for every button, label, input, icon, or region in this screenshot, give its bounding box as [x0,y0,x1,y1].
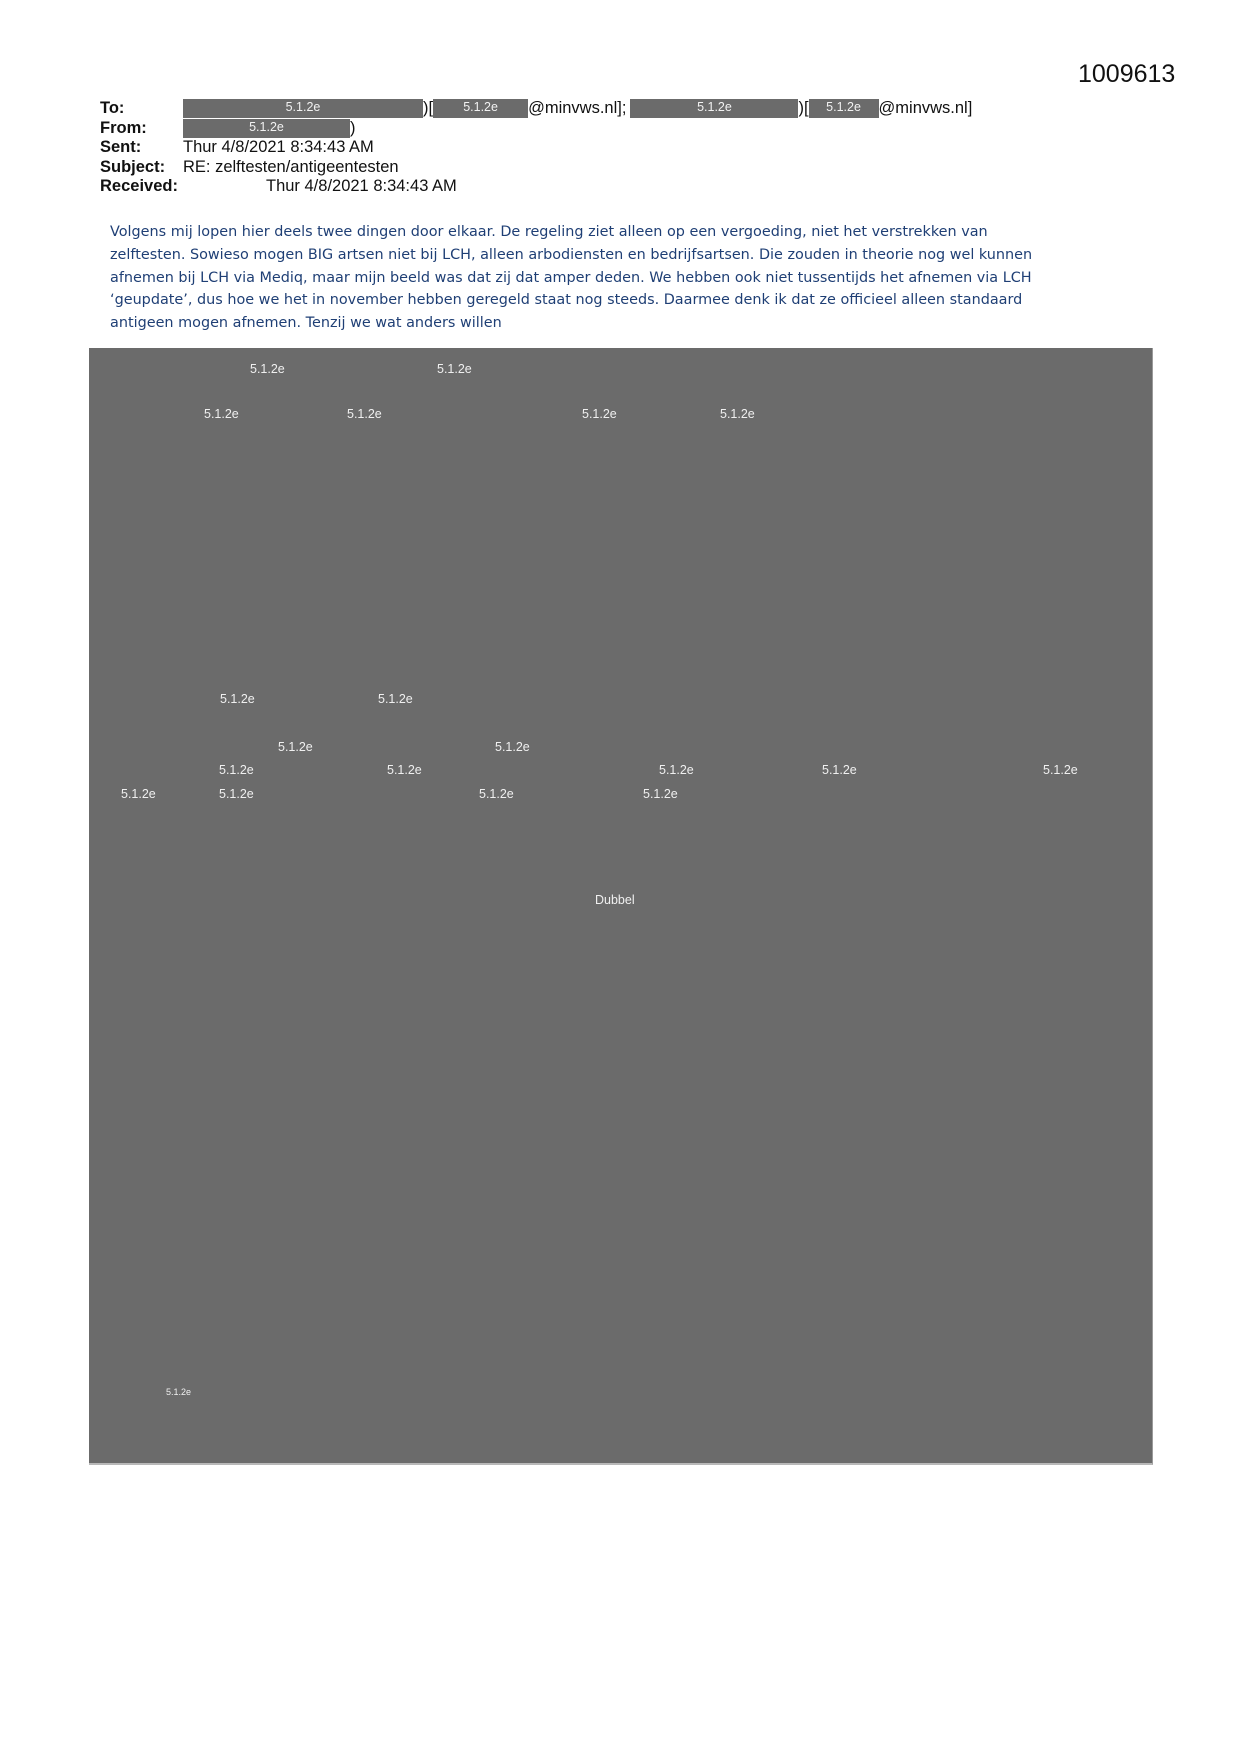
subject-value: RE: zelftesten/antigeentesten [183,157,399,176]
from-label: From: [100,118,147,137]
redaction-code-label: 5.1.2e [582,407,617,421]
redaction-box: 5.1.2e [183,99,423,118]
to-text: )[ [798,99,809,117]
redaction-code-label: 5.1.2e [347,407,382,421]
to-text: @minvws.nl]; [528,99,627,117]
body-line: Volgens mij lopen hier deels twee dingen door elkaar. De regeling ziet alleen op een vergoeding, niet het verstrekken van [110,224,988,240]
email-body [110,221,1110,335]
from-text: ) [350,118,356,137]
body-line: ‘geupdate’, dus hoe we het in november hebben geregeld staat nog steeds. Daarmee denk ik dat ze officieel alleen standaard [110,292,1023,309]
to-text: )[ [423,99,434,117]
redaction-box: 5.1.2e [183,119,350,138]
redaction-code-label: 5.1.2e [437,362,472,376]
redaction-code-label: 5.1.2e [121,787,156,801]
subject-label: Subject: [100,157,166,176]
received-value: Thur 4/8/2021 8:34:43 AM [266,177,457,195]
document-number: 1009613 [1078,60,1176,88]
redaction-code-label: 5.1.2e [220,692,255,706]
to-label: To: [100,99,125,117]
dubbel-label: Dubbel [595,893,635,907]
redaction-code-label: 5.1.2e [720,407,755,421]
redaction-box: 5.1.2e [630,99,798,118]
to-text: @minvws.nl] [878,99,973,117]
body-line: afnemen bij LCH via Mediq, maar mijn beeld was dat zij dat amper deden. We hebben ook niet tussentijds het afnemen via LCH [110,269,1032,286]
redaction-code-label: 5.1.2e [643,787,678,801]
redaction-code-label: 5.1.2e [166,1387,192,1397]
redaction-code-label: 5.1.2e [219,763,254,777]
redaction-code-label: 5.1.2e [204,407,239,421]
redaction-code-label: 5.1.2e [378,692,413,706]
redaction-code-label: 5.1.2e [479,787,514,801]
redaction-code-label: 5.1.2e [250,362,285,376]
redaction-box: 5.1.2e [809,99,879,118]
received-label: Received: [100,177,178,195]
redaction-box: 5.1.2e [433,99,528,118]
redaction-code-label: 5.1.2e [659,763,694,777]
sent-label: Sent: [100,138,142,156]
redaction-code-label: 5.1.2e [495,740,530,754]
sent-value: Thur 4/8/2021 8:34:43 AM [183,138,374,156]
from-value [183,119,356,139]
redaction-code-label: 5.1.2e [219,787,254,801]
redaction-code-label: 5.1.2e [278,740,313,754]
body-line: antigeen mogen afnemen. Tenzij we wat anders willen [110,315,502,332]
redaction-code-label: 5.1.2e [822,763,857,777]
redaction-code-label: 5.1.2e [387,763,422,777]
redaction-code-label: 5.1.2e [1043,763,1078,777]
body-line: zelftesten. Sowieso mogen BIG artsen niet bij LCH, alleen arbodiensten en bedrijfsartsen. Die zouden in theorie nog wel kunnen [110,246,1033,263]
to-value [183,99,972,119]
